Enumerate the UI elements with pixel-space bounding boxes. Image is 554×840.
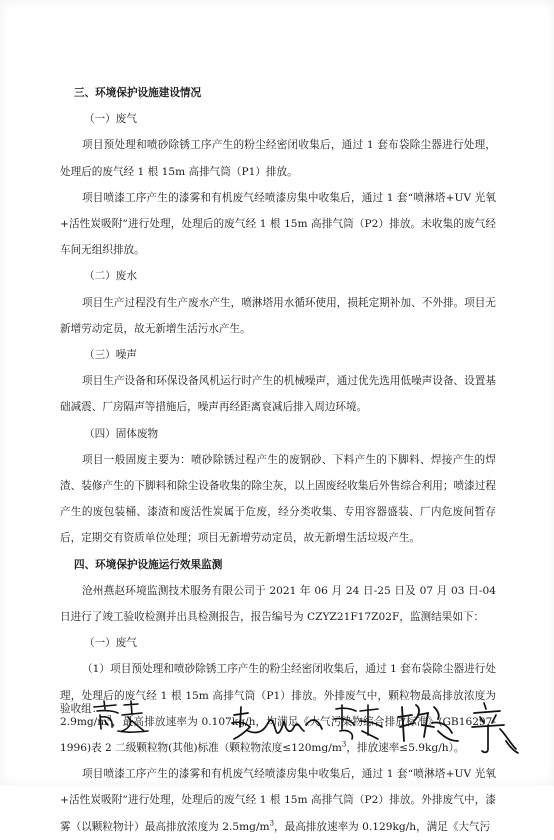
monitoring-intro: 沧州燕赵环境监测技术服务有限公司于 2021 年 06 月 24 日-25 日及 07 月 03 日-04 日进行了竣工验收检测并出具检测报告，报告编号为 CZYZ21F17Z02F，监测结果如下： (60, 584, 496, 624)
noise-paragraph: 项目生产设备和环保设备风机运行时产生的机械噪声，通过优先选用低噪声设备、设置基础减震、厂房隔声等措施后，噪声再经距离衰减后排入周边环境。 (60, 375, 496, 414)
superscript: 3 (269, 819, 275, 828)
superscript: 3 (341, 740, 347, 749)
handwritten-signature-4 (394, 697, 464, 749)
waste-water-title: （二）废水 (84, 270, 137, 283)
handwritten-signature-5 (470, 699, 520, 759)
handwritten-signature-3 (330, 701, 386, 745)
monitoring-waste-gas-title: （一）废气 (84, 637, 137, 650)
noise-title: （三）噪声 (84, 349, 137, 362)
handwritten-signature-1 (88, 697, 150, 737)
section3-heading: 三、环境保护设施建设情况 (74, 87, 202, 99)
p2-text-b: ，最高排放速率为 0.129kg/h，满足《大气污 (274, 820, 491, 833)
monitoring-waste-gas-paragraph-2 (60, 761, 496, 840)
waste-gas-paragraph-1: 项目预处理和喷砂除锈工序产生的粉尘经密闭收集后，通过 1 套布袋除尘器进行处理，处理后的废气经 1 根 15m 高排气筒（P1）排放。 (60, 139, 496, 178)
section4-heading: 四、环境保护设施运行效果监测 (74, 558, 223, 571)
p2-text-a: 项目喷漆工序产生的漆雾和有机废气经喷漆房集中收集后，通过 1 套“喷淋塔+UV 光氧+活性炭吸附”进行处理，处理后的废气经 1 根 15m 高排气筒（P2）排放。外排废气中，漆雾（以颗粒物计）最高排放浓度为 2.5mg/m (60, 768, 496, 833)
waste-water-paragraph: 项目生产过程没有生产废水产生，喷淋塔用水循环使用，损耗定期补加、不外排。项目无新增劳动定员，故无新增生活污水产生。 (60, 296, 496, 335)
solid-waste-title: （四）固体废物 (84, 427, 159, 440)
p1-text-c: ，排放速率≤5.9kg/h）。 (346, 742, 465, 755)
signature-label: 验收组： (60, 703, 103, 715)
p1-text-a: （1）项目预处理和喷砂除锈工序产生的粉尘经密闭收集后，通过 1 套布袋除尘器进行处理，处理后的废气经 1 根 15m 高排气筒（P1）排放。外排废气中，颗粒物最高排放浓度为 2.9mg/m (60, 663, 496, 728)
superscript: 3 (107, 714, 112, 723)
handwritten-signature-2 (228, 701, 328, 749)
waste-gas-title: （一）废气 (84, 113, 137, 126)
solid-waste-paragraph: 项目一般固废主要为：喷砂除锈过程产生的废钢砂、下料产生的下脚料、焊接产生的焊渣、装修产生的下脚料和除尘设备收集的除尘灰，以上固废经收集后外售综合利用；喷漆过程产生的废包装桶、漆渣和废活性炭属于危废，经分类收集、专用容器盛装、厂内危废间暂存后，定期交有资质单位处理；项目无新增劳动定员，故无新增生活垃圾产生。 (60, 453, 496, 545)
waste-gas-paragraph-2: 项目喷漆工序产生的漆雾和有机废气经喷漆房集中收集后，通过 1 套“喷淋塔+UV 光氧+活性炭吸附”进行处理，处理后的废气经 1 根 15m 高排气筒（P2）排放。未收集的废气经车间无组织排放。 (60, 191, 496, 257)
signature-row (60, 695, 520, 765)
p1-text-b: ，最高排放速率为 0.107kg/h，均满足《大气污染物综合排放标准》(GB16297-1996)表 2 二级颗粒物(其他)标准（颗粒物浓度≤120mg/m (60, 715, 496, 755)
